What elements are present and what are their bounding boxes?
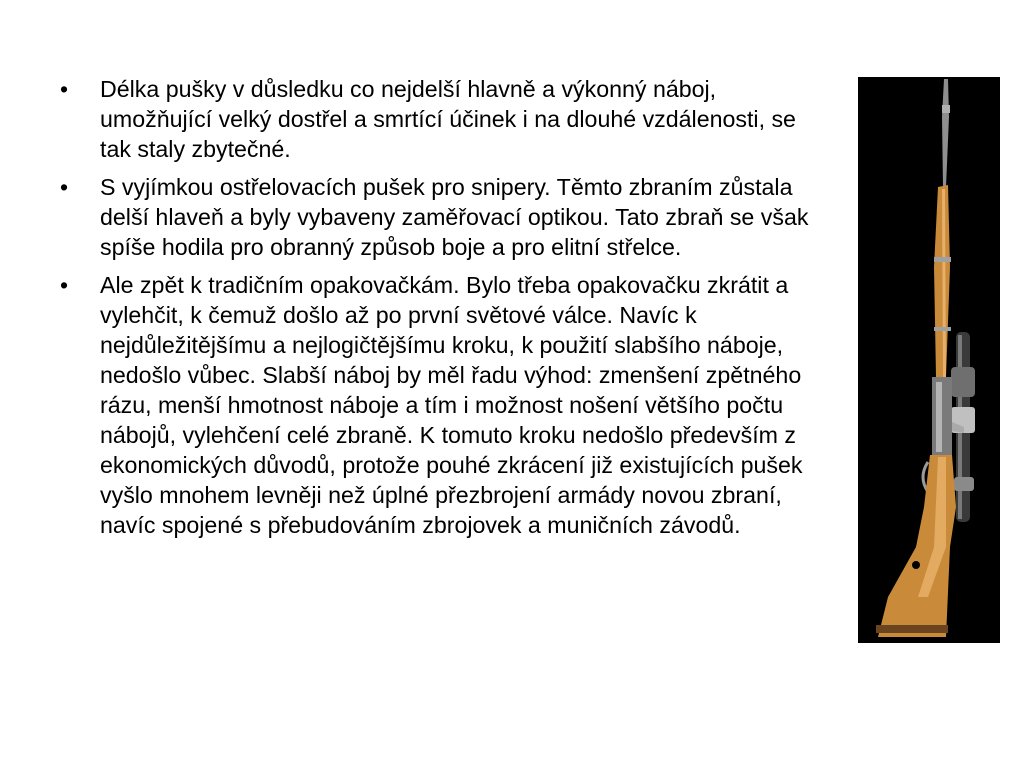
bullet-text: S vyjímkou ostřelovacích pušek pro snipery. Těmto zbraním zůstala delší hlaveň a byly vybaveny zaměřovací optikou. Tato zbraň se však spíše hodila pro obranný způsob boje a pro elitní střelce. [100, 174, 809, 260]
bullet-marker: • [60, 76, 69, 102]
bullet-marker: • [60, 272, 69, 298]
bullet-item-1 [58, 74, 828, 164]
bullet-text: Ale zpět k tradičním opakovačkám. Bylo třeba opakovačku zkrátit a vylehčit, k čemuž došlo až po první světové válce. Navíc k nejdůležitějšímu a nejlogičtějšímu kroku, k použití slabšího náboje, nedošlo vůbec. Slabší náboj by měl řadu výhod: zmenšení zpětného rázu, menší hmotnost náboje a tím i možnost nošení většího počtu nábojů, vylehčení celé zbraně. K tomuto kroku nedošlo především z ekonomických důvodů, protože pouhé zkrácení již existujících pušek vyšlo mnohem levněji než úplné přezbrojení armády novou zbraní, navíc spojené s přebudováním zbrojovek a muničních závodů. [100, 272, 803, 538]
bullet-text: Délka pušky v důsledku co nejdelší hlavně a výkonný náboj, umožňující velký dostřel a smrtící účinek i na dlouhé vzdálenosti, se tak staly zbytečné. [100, 76, 796, 162]
bullet-marker: • [60, 174, 69, 200]
bullet-item-2 [58, 172, 828, 262]
bullet-list [58, 74, 828, 548]
rifle-image [858, 77, 1000, 643]
sniper-rifle-icon [858, 77, 1000, 643]
bullet-item-3 [58, 270, 828, 540]
